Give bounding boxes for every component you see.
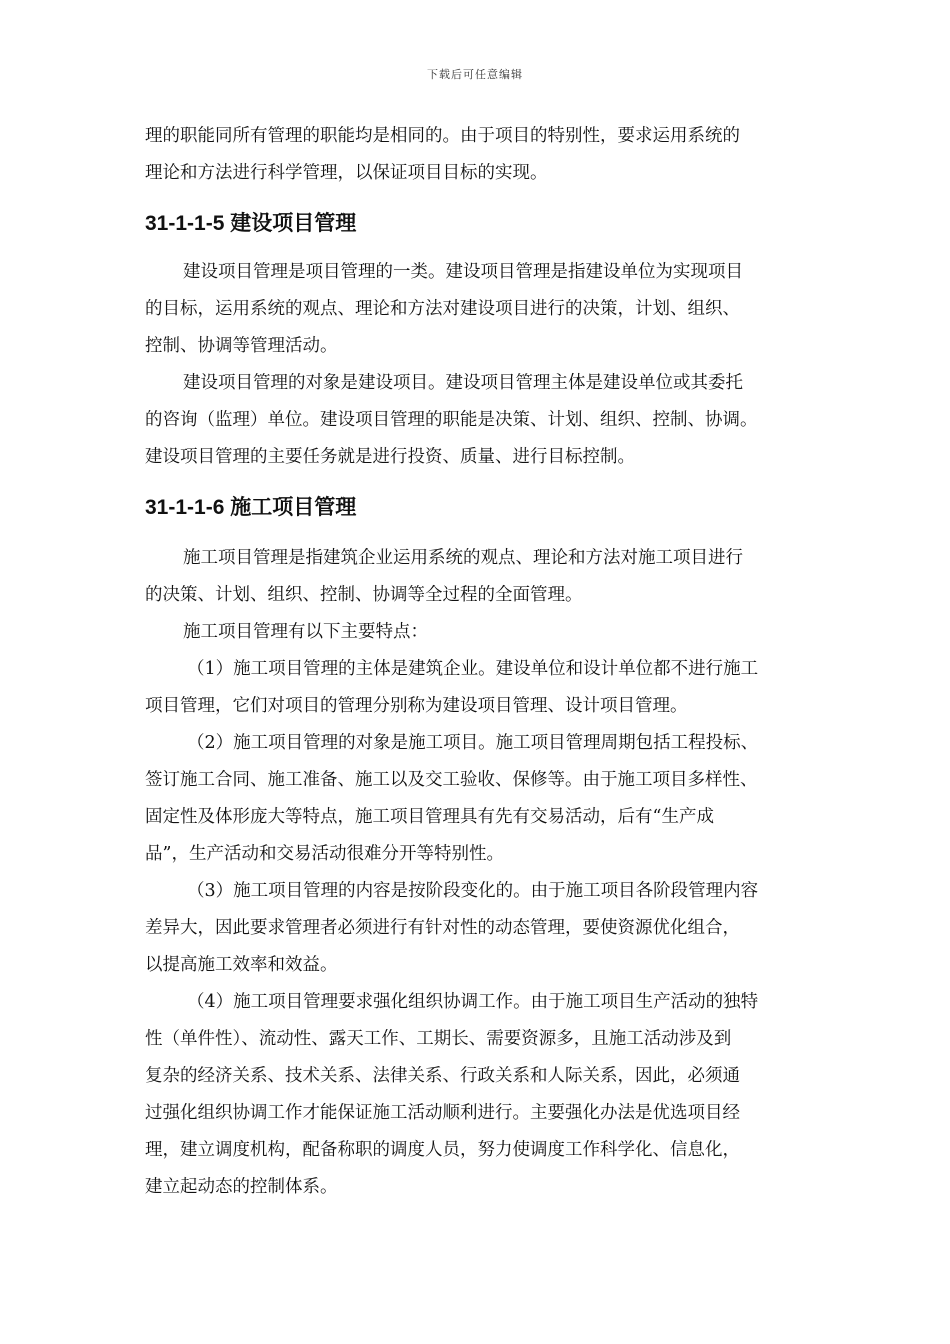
text-line: 理论和方法进行科学管理，以保证项目目标的实现。	[145, 163, 548, 183]
text-line: 建设项目管理的对象是建设项目。建设项目管理主体是建设单位或其委托	[183, 373, 743, 393]
section-heading-31-1-1-6: 31-1-1-6 施工项目管理	[145, 496, 357, 519]
text-line: 项目管理，它们对项目的管理分别称为建设项目管理、设计项目管理。	[145, 696, 688, 716]
text-line: （4）施工项目管理要求强化组织协调工作。由于施工项目生产活动的独特	[187, 992, 759, 1012]
page-header-note: 下载后可任意编辑	[427, 68, 523, 81]
section2-paragraph-2	[145, 614, 825, 651]
text-line: 理的职能同所有管理的职能均是相同的。由于项目的特别性，要求运用系统的	[145, 126, 740, 146]
text-line: 建设项目管理的主要任务就是进行投资、质量、进行目标控制。	[145, 447, 635, 467]
text-line: 施工项目管理是指建筑企业运用系统的观点、理论和方法对施工项目进行	[183, 548, 743, 568]
text-line: 的咨询（监理）单位。建设项目管理的职能是决策、计划、组织、控制、协调。	[145, 410, 758, 430]
text-line: 建设项目管理是项目管理的一类。建设项目管理是指建设单位为实现项目	[183, 262, 743, 282]
text-line: 的决策、计划、组织、控制、协调等全过程的全面管理。	[145, 585, 583, 605]
list-item-3	[145, 873, 825, 984]
text-line: 以提高施工效率和效益。	[145, 955, 338, 975]
text-line: 理，建立调度机构，配备称职的调度人员，努力使调度工作科学化、信息化，	[145, 1140, 740, 1160]
intro-paragraph	[145, 118, 825, 192]
section-heading-31-1-1-5: 31-1-1-5 建设项目管理	[145, 212, 357, 235]
text-line: 差异大，因此要求管理者必须进行有针对性的动态管理，要使资源优化组合，	[145, 918, 740, 938]
text-line: 固定性及体形庞大等特点，施工项目管理具有先有交易活动，后有“生产成	[145, 807, 714, 827]
text-line: 性（单件性）、流动性、露天工作、工期长、需要资源多，且施工活动涉及到	[145, 1029, 732, 1049]
text-line: 控制、协调等管理活动。	[145, 336, 338, 356]
text-line: 品”，生产活动和交易活动很难分开等特别性。	[145, 844, 504, 864]
text-line: 过强化组织协调工作才能保证施工活动顺利进行。主要强化办法是优选项目经	[145, 1103, 740, 1123]
text-line: 签订施工合同、施工准备、施工以及交工验收、保修等。由于施工项目多样性、	[145, 770, 758, 790]
text-line: 建立起动态的控制体系。	[145, 1177, 338, 1197]
text-line: 施工项目管理有以下主要特点：	[183, 622, 428, 642]
section1-paragraph-2	[145, 365, 825, 476]
text-line: （2）施工项目管理的对象是施工项目。施工项目管理周期包括工程投标、	[187, 733, 759, 753]
list-item-2	[145, 725, 825, 873]
list-item-1	[145, 651, 825, 725]
section1-paragraph-1	[145, 254, 825, 365]
text-line: （3）施工项目管理的内容是按阶段变化的。由于施工项目各阶段管理内容	[187, 881, 759, 901]
text-line: 的目标，运用系统的观点、理论和方法对建设项目进行的决策，计划、组织、	[145, 299, 740, 319]
document-body	[145, 118, 825, 1206]
text-line: 复杂的经济关系、技术关系、法律关系、行政关系和人际关系，因此，必须通	[145, 1066, 740, 1086]
text-line: （1）施工项目管理的主体是建筑企业。建设单位和设计单位都不进行施工	[187, 659, 759, 679]
section2-paragraph-1	[145, 540, 825, 614]
list-item-4	[145, 984, 825, 1206]
